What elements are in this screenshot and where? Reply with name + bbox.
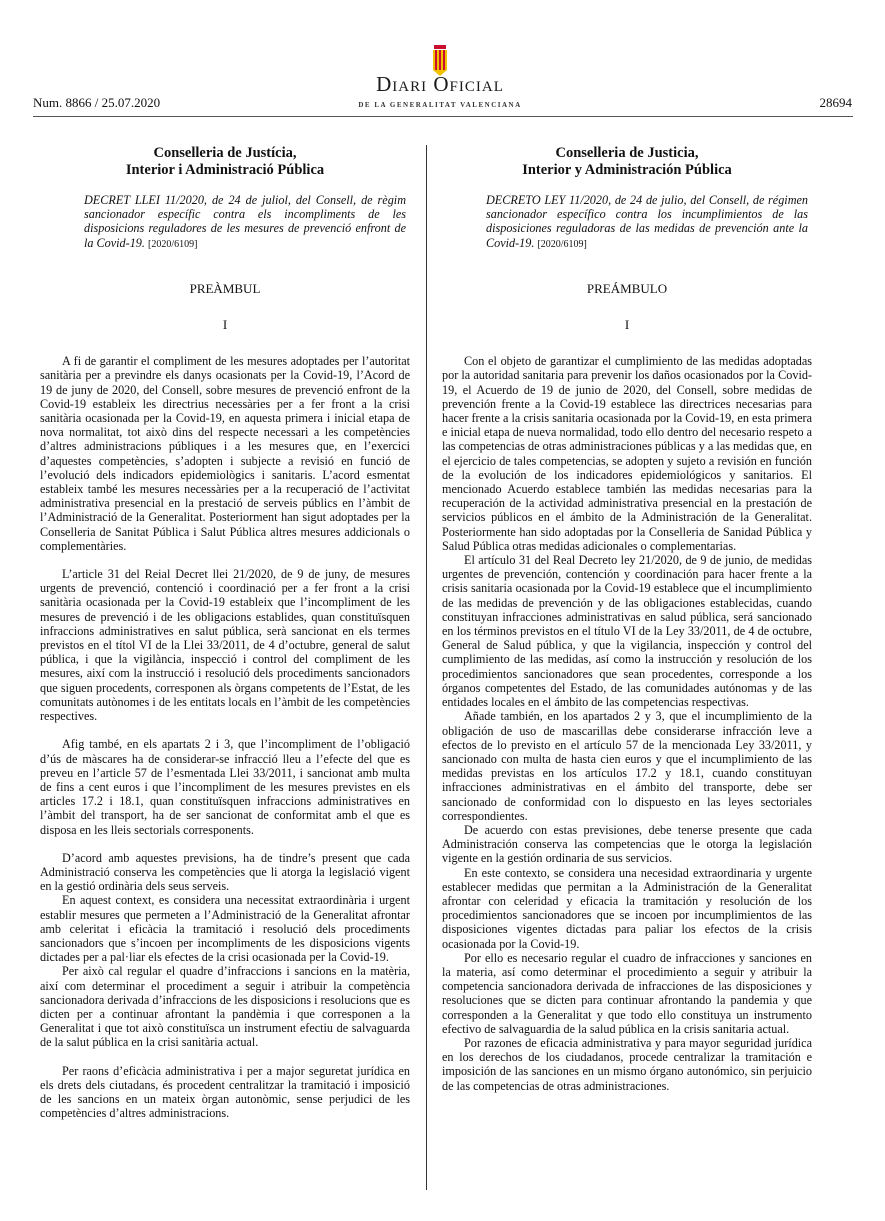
page-number: 28694 — [819, 95, 852, 110]
paragraph: Con el objeto de garantizar el cumplimiento de las medidas adoptadas por la autoridad sanitaria para prevenir los daños ocasionados por la Covid-19, el Acuerdo de 19 de junio de 2020, del Consell, sobre medidas de prevención frente a la Covid-19 establece las directrices necesarias para hacer frente a la crisis sanitaria ocasionada por la Covid-19, en esta primera e inicial etapa de nueva normalidad, todo ello dentro del necesario respeto a las competencias de otras administraciones públicas y a las medidas que, en el ejercicio de tales competencias, se adopten y sujeto a revisión en función de la evolución de los indicadores epidemiológicos y sanitarios. El mencionado Acuerdo establece también las medidas necesarias para la recuperación de la actividad administrativa presencial en la prestación de servicios públicos en el ámbito de la Administración de la Generalitat. Posteriormente han sido adoptadas por la Conselleria de Sanidad Pública y Salud Pública otras medidas adicionales o complementarias. — [442, 354, 812, 553]
paragraph: Por razones de eficacia administrativa y para mayor seguridad jurídica en los derechos de los ciudadanos, procede centralizar la tramitación e imposición de las sanciones en un mismo órgano autonómico, sin perjuicio de las competencias de otras administraciones. — [442, 1035, 812, 1093]
paragraph: De acuerdo con estas previsiones, debe tenerse presente que cada Administración conserva las competencias que le otorga la legislación vigente en la gestión ordinaria de sus servicios. — [442, 822, 812, 866]
section-numeral: I — [222, 317, 228, 333]
paragraph: A fi de garantir el compliment de les mesures adoptades per l’autoritat sanitària per a previndre els danys ocasionats per la Covid-19, l’Acord de 19 de juny de 2020, del Consell, sobre mesures de prevenció enfront de la Covid-19 estableix les directrius necessàries per a fer front a la crisi sanitària ocasionada per la Covid-19, en aquesta primera i inicial etapa de nova normalitat, tot això dins del respecte necessari a les competències d’altres administracions públiques i a les mesures que, en l’exercici d’aquestes competències, s’adopten i subjecte a revisió en funció de l’evolució dels indicadors epidemiològics i sanitaris. L’acord esmentat estableix també les mesures necessàries per a la recuperació de l’activitat administrativa presencial en la prestació de serveis públics en l’àmbit de l’Administració de la Generalitat. Posteriorment han sigut adoptades per la Conselleria de Sanitat Pública i Salut Pública altres mesures addicionals o complementàries. — [40, 354, 410, 553]
paragraph: Afig també, en els apartats 2 i 3, que l’incompliment de l’obligació d’ús de màscares ha de considerar-se infracció lleu a l’efecte del que es preveu en l’article 57 de l’esmentada Llei 33/2011, i sancionat amb multa de fins a cent euros i que l’incompliment de les mesures previstes en els articles 17.2 i 18.1, quan constituïsquen infraccions administratives en l’àmbit del transport, ha de ser sancionat de conformitat amb el que es disposa en les lleis sectorials corresponents. — [40, 737, 410, 837]
decree-title-text: DECRETO LEY 11/2020, de 24 de julio, del Consell, de régimen sancionador específico contra los incumplimientos de las disposiciones reguladoras de las medidas de prevención ante la Covid-19. — [486, 193, 808, 250]
page-header — [0, 0, 885, 120]
paragraph: L’article 31 del Reial Decret llei 21/2020, de 9 de juny, de mesures urgents de prevenció, contenció i coordinació per a fer front a la crisi sanitària ocasionada per la Covid-19 estableix que l’incompliment de les mesures de prevenció i de les obligacions establides, quan constituïsquen infraccions administratives en salut pública, serà sancionat en els termes previstos en el títol VI de la Llei 33/2011, de 4 d’octubre, general de salut pública, i que la vigilància, inspecció i control del compliment de les mesures, així com la instrucció i resolució dels procediments sancionadors que siguen procedents, corresponen als òrgans competents de l’Estat, de les comunitats autònomes i de les entitats locals en l’àmbit de les competències respectives. — [40, 567, 410, 724]
paragraph: En este contexto, se considera una necesidad extraordinaria y urgente establecer medidas que permitan a la Administración de la Generalitat afrontar con celeridad y eficacia la tramitación y resolución de los procedimientos sancionadores que se incoen por incumplimientos de las disposiciones vigentes dictadas para paliar los efectos de la crisis ocasionada por la Covid-19. — [442, 865, 812, 951]
department-line-1: Conselleria de Justícia, — [153, 145, 297, 161]
valencian-column — [40, 145, 410, 1120]
department-line-2: Interior y Administración Pública — [522, 162, 732, 178]
logo-title: Diari Oficial — [376, 72, 504, 96]
decree-title — [442, 193, 812, 252]
diari-oficial-logo — [340, 45, 540, 115]
department-heading — [40, 145, 410, 179]
decree-reference: [2020/6109] — [147, 238, 198, 250]
decree-title — [40, 193, 410, 252]
department-line-2: Interior i Administració Pública — [125, 162, 325, 178]
section-heading: PREÀMBUL — [189, 280, 261, 296]
paragraph: D’acord amb aquestes previsions, ha de tindre’s present que cada Administració conserva les competències que li atorga la legislació vigent en la gestió ordinària dels seus serveis. — [40, 850, 410, 894]
section-numeral: I — [624, 317, 630, 333]
header-rule — [33, 116, 853, 117]
paragraph: En aquest context, es considera una necessitat extraordinària i urgent establir mesures que permeten a l’Administració de la Generalitat afrontar amb celeritat i eficàcia la tramitació i resolució dels procediments sancionadors que s’incoen per incompliments de les disposicions vigents dictades per a pal·liar els efectes de la crisi ocasionada per la Covid-19. — [40, 893, 410, 965]
column-divider — [426, 145, 427, 1190]
section-heading: PREÁMBULO — [586, 280, 668, 296]
paragraph: Añade también, en los apartados 2 y 3, que el incumplimiento de la obligación de uso de mascarillas debe considerarse infracción leve a efectos de lo previsto en el artículo 57 de la mencionada Ley 33/2011, y sancionado con multa de hasta cien euros y que el incumplimiento de las medidas previstas en los artículos 17.2 y 18.1, cuando constituyan infracciones administrativas en el ámbito del transporte, debe ser sancionado de conformidad con lo dispuesto en las leyes sectoriales correspondientes. — [442, 709, 812, 823]
logo-subtitle: DE LA GENERALITAT VALENCIANA — [358, 101, 522, 109]
paragraph: Per això cal regular el quadre d’infraccions i sancions en la matèria, així com determinar el procediment a seguir i atribuir la competència sancionadora derivada d’infraccions de les disposicions i resolucions que es dicten per a continuar afrontant la pandèmia i que corresponen a la Generalitat i que tot això constituïsca un instrument efectiu de salvaguarda de la salut pública en la crisi sanitària actual. — [40, 964, 410, 1050]
paragraph: Per raons d’eficàcia administrativa i per a major seguretat jurídica en els drets dels ciutadans, és procedent centralitzar la tramitació i imposició de les sancions en un mateix òrgan autonòmic, sense perjudici de les competències d’altres administracions. — [40, 1063, 410, 1121]
decree-reference: [2020/6109] — [537, 238, 587, 250]
paragraph: El artículo 31 del Real Decreto ley 21/2020, de 9 de junio, de medidas urgentes de prevención, contención y coordinación para hacer frente a la crisis sanitaria ocasionada por la Covid-19 establece que el incumplimiento de las medidas de prevención y de las obligaciones establecidas, cuando constituyan infracciones administrativas en salud pública, será sancionado en los términos previstos en el título VI de la Ley 33/2011, de 4 de octubre, General de Salud pública, y que la vigilancia, inspección y control del cumplimiento de las medidas, así como la instrucción y resolución de los procedimientos sancionadores que sean procedentes, corresponde a los órganos competentes del Estado, de las comunidades autónomas y de las entidades locales en el ámbito de las competencias respectivas. — [442, 553, 812, 710]
department-line-1: Conselleria de Justicia, — [555, 145, 699, 161]
spanish-column — [442, 145, 812, 1093]
issue-number: Num. 8866 / 25.07.2020 — [33, 95, 161, 110]
paragraph: Por ello es necesario regular el cuadro de infracciones y sanciones en la materia, así como determinar el procedimiento a seguir y atribuir la competencia sancionadora derivada de infracciones de las disposiciones y resoluciones que se dicten para continuar afrontando la pandemia y que corresponden a la Generalitat y que todo ello constituya un instrumento efectivo de salvaguardia de la salud pública en la crisis sanitaria actual. — [442, 950, 812, 1036]
department-heading — [442, 145, 812, 179]
decree-title-text: DECRET LLEI 11/2020, de 24 de juliol, del Consell, de règim sancionador específic contra els incompliments de les disposicions reguladores de les mesures de prevenció enfront de la Covid-19. — [84, 193, 406, 250]
